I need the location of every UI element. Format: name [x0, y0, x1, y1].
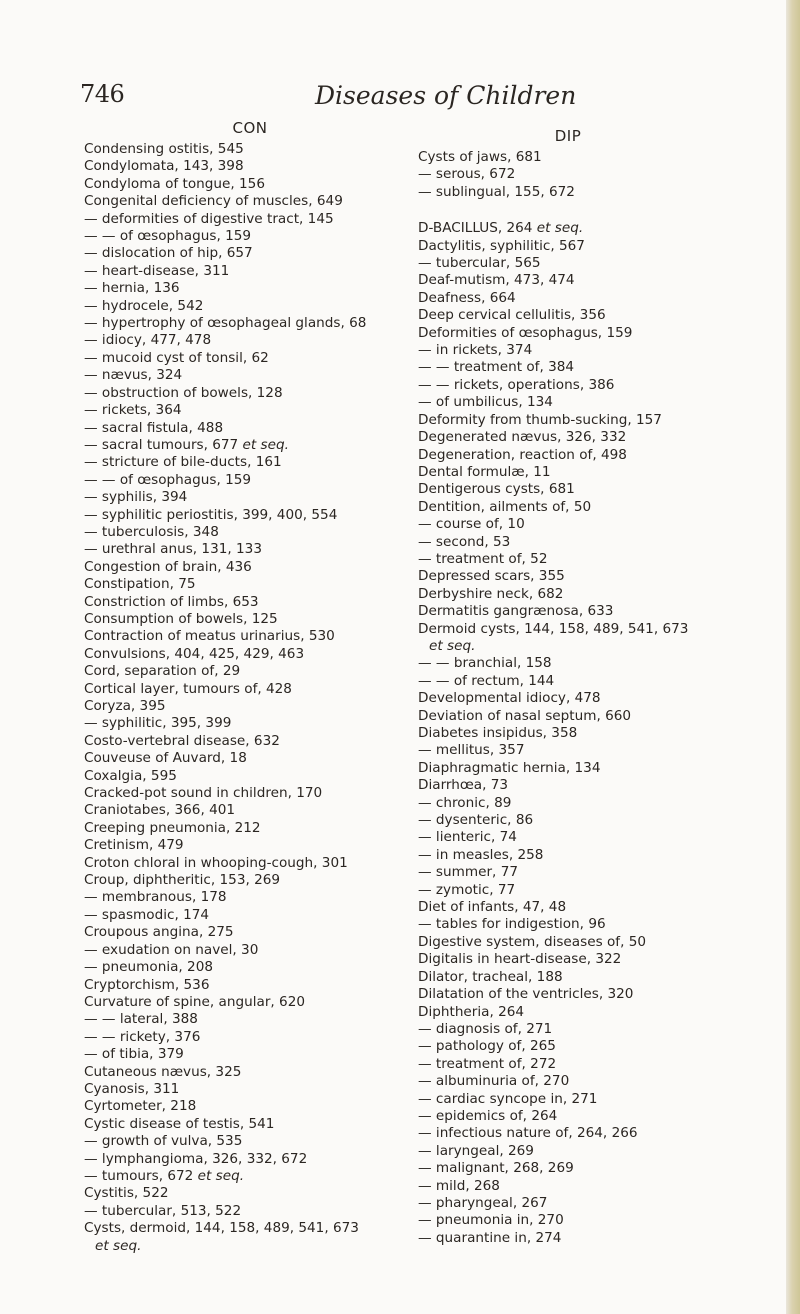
- index-entry: D-BACILLUS, 264 et seq.: [418, 220, 584, 237]
- index-entry: — stricture of bile-ducts, 161: [84, 454, 282, 471]
- index-entry: Constriction of limbs, 653: [84, 593, 259, 610]
- index-entry: Deformity from thumb-sucking, 157: [418, 411, 662, 428]
- index-entry: — second, 53: [418, 533, 511, 550]
- index-entry: Dilator, tracheal, 188: [418, 968, 563, 985]
- index-entry: — syphilitic periostitis, 399, 400, 554: [84, 506, 338, 523]
- index-entry: — — rickety, 376: [84, 1028, 201, 1045]
- index-entry: Constipation, 75: [84, 576, 196, 593]
- index-entry: Cretinism, 479: [84, 837, 184, 854]
- index-entry: Diet of infants, 47, 48: [418, 899, 567, 916]
- index-entry: Deviation of nasal septum, 660: [418, 707, 632, 724]
- index-entry: Degeneration, reaction of, 498: [418, 446, 627, 463]
- index-entry: — sacral fistula, 488: [84, 419, 224, 436]
- index-entry: — membranous, 178: [84, 889, 227, 906]
- index-entry: Cord, separation of, 29: [84, 663, 241, 680]
- index-entry: Croton chloral in whooping-cough, 301: [84, 854, 348, 871]
- index-entry: — quarantine in, 274: [418, 1229, 562, 1246]
- index-entry: — hypertrophy of œsophageal glands, 68: [84, 315, 367, 332]
- index-entry: Deep cervical cellulitis, 356: [418, 307, 606, 324]
- index-entry: — epidemics of, 264: [418, 1107, 558, 1124]
- index-entry: — malignant, 268, 269: [418, 1160, 574, 1177]
- index-entry: Deafness, 664: [418, 289, 516, 306]
- index-entry: Dental formulæ, 11: [418, 463, 551, 480]
- index-entry: — dislocation of hip, 657: [84, 245, 253, 262]
- index-entry: — in rickets, 374: [418, 342, 533, 359]
- index-entry: Dentition, ailments of, 50: [418, 498, 592, 515]
- index-entry: — lymphangioma, 326, 332, 672: [84, 1150, 308, 1167]
- index-entry: — pharyngeal, 267: [418, 1194, 548, 1211]
- index-entry: Deaf-mutism, 473, 474: [418, 272, 575, 289]
- page-edge-shadow: [786, 0, 800, 1314]
- index-entry: Developmental idiocy, 478: [418, 690, 601, 707]
- index-entry: Dactylitis, syphilitic, 567: [418, 237, 585, 254]
- index-entry: Dermatitis gangrænosa, 633: [418, 603, 614, 620]
- index-entry: — lienteric, 74: [418, 829, 517, 846]
- index-entry: — pneumonia in, 270: [418, 1212, 564, 1229]
- index-entry: — infectious nature of, 264, 266: [418, 1125, 638, 1142]
- index-entry: Cyrtometer, 218: [84, 1098, 197, 1115]
- page-number: 746: [80, 80, 125, 108]
- index-entry: Cysts, dermoid, 144, 158, 489, 541, 673: [84, 1220, 359, 1237]
- index-entry: Dilatation of the ventricles, 320: [418, 986, 634, 1003]
- index-entry: — nævus, 324: [84, 367, 183, 384]
- index-column-left: [84, 118, 426, 1255]
- index-entry: Creeping pneumonia, 212: [84, 819, 261, 836]
- index-entry: — — branchial, 158: [418, 655, 552, 672]
- index-entry: Diarrhœa, 73: [418, 777, 509, 794]
- index-entry: — heart-disease, 311: [84, 262, 230, 279]
- index-entry: Depressed scars, 355: [418, 568, 565, 585]
- index-entry: — — treatment of, 384: [418, 359, 575, 376]
- index-entry: — cardiac syncope in, 271: [418, 1090, 598, 1107]
- index-entry: et seq.: [95, 1237, 142, 1254]
- index-entry: — tubercular, 513, 522: [84, 1202, 242, 1219]
- index-entry: — deformities of digestive tract, 145: [84, 210, 334, 227]
- index-entry: — tables for indigestion, 96: [418, 916, 606, 933]
- index-entry: — tuberculosis, 348: [84, 523, 219, 540]
- index-entry: Craniotabes, 366, 401: [84, 802, 236, 819]
- index-entry: — hernia, 136: [84, 280, 180, 297]
- index-entry: — zymotic, 77: [418, 881, 516, 898]
- index-entry: — urethral anus, 131, 133: [84, 541, 262, 558]
- index-entry: Dentigerous cysts, 681: [418, 481, 575, 498]
- index-entry: — pneumonia, 208: [84, 959, 214, 976]
- index-entry: Diabetes insipidus, 358: [418, 725, 578, 741]
- index-entry: — albuminuria of, 270: [418, 1073, 570, 1090]
- index-entry: Diaphragmatic hernia, 134: [418, 759, 601, 776]
- index-entry: — syphilis, 394: [84, 489, 188, 506]
- index-entry: Condyloma of tongue, 156: [84, 175, 265, 192]
- index-entry: — treatment of, 52: [418, 550, 548, 567]
- index-entry: Condylomata, 143, 398: [84, 158, 244, 175]
- index-entry: — — lateral, 388: [84, 1011, 198, 1028]
- index-entry: — — of œsophagus, 159: [84, 471, 252, 488]
- index-entry: — — of rectum, 144: [418, 672, 555, 689]
- index-entry: — hydrocele, 542: [84, 297, 204, 314]
- index-entry: Consumption of bowels, 125: [84, 610, 278, 627]
- index-entry: — of tibia, 379: [84, 1046, 184, 1063]
- guide-word-left: CON: [232, 119, 268, 137]
- index-entry: Croupous angina, 275: [84, 924, 234, 941]
- index-entry: Coxalgia, 595: [84, 767, 177, 784]
- index-entry: Dermoid cysts, 144, 158, 489, 541, 673: [418, 620, 689, 637]
- index-entry: — serous, 672: [418, 166, 516, 183]
- index-entry: — course of, 10: [418, 516, 525, 533]
- index-entry: Cryptorchism, 536: [84, 976, 210, 993]
- index-entry: Derbyshire neck, 682: [418, 585, 564, 602]
- index-entry: — of umbilicus, 134: [418, 394, 553, 411]
- index-entry: Diphtheria, 264: [418, 1003, 525, 1020]
- index-entry: — pathology of, 265: [418, 1038, 556, 1055]
- index-entry: — laryngeal, 269: [418, 1142, 534, 1159]
- guide-word-right: DIP: [554, 127, 582, 145]
- index-entry: Convulsions, 404, 425, 429, 463: [84, 645, 305, 662]
- index-entry: Costo-vertebral disease, 632: [84, 732, 280, 749]
- index-entry: — tubercular, 565: [418, 255, 541, 272]
- index-entry: Cystitis, 522: [84, 1185, 169, 1202]
- index-entry: — growth of vulva, 535: [84, 1133, 243, 1150]
- index-entry: — mellitus, 357: [418, 742, 525, 759]
- index-entry: — idiocy, 477, 478: [84, 332, 212, 349]
- index-entry: Cyanosis, 311: [84, 1080, 180, 1097]
- index-entry: — exudation on navel, 30: [84, 941, 259, 958]
- index-entry: — sublingual, 155, 672: [418, 183, 575, 200]
- index-entry: — rickets, 364: [84, 402, 182, 419]
- index-entry: — dysenteric, 86: [418, 812, 534, 829]
- index-entry: — syphilitic, 395, 399: [84, 715, 232, 732]
- index-entry: Degenerated nævus, 326, 332: [418, 429, 627, 446]
- index-entry: Cysts of jaws, 681: [418, 149, 542, 165]
- index-entry: — in measles, 258: [418, 846, 544, 863]
- index-entry: — treatment of, 272: [418, 1055, 557, 1072]
- running-title: Diseases of Children: [315, 81, 577, 110]
- index-entry: — chronic, 89: [418, 794, 512, 811]
- index-entry: Digestive system, diseases of, 50: [418, 933, 647, 950]
- index-entry: Cystic disease of testis, 541: [84, 1115, 275, 1132]
- index-entries-left: [84, 141, 426, 1255]
- index-entry: — tumours, 672 et seq.: [84, 1167, 245, 1184]
- index-entry: Congenital deficiency of muscles, 649: [84, 193, 343, 210]
- index-entry: — mild, 268: [418, 1177, 500, 1194]
- index-entry: — — rickets, operations, 386: [418, 376, 615, 393]
- index-entry: — summer, 77: [418, 864, 518, 881]
- index-entry: Cortical layer, tumours of, 428: [84, 680, 292, 697]
- index-entry: Croup, diphtheritic, 153, 269: [84, 872, 281, 889]
- index-entry: et seq.: [429, 637, 476, 654]
- index-entry: — diagnosis of, 271: [418, 1020, 553, 1037]
- index-entry: Cracked-pot sound in children, 170: [84, 785, 323, 802]
- index-entry: Digitalis in heart-disease, 322: [418, 951, 622, 968]
- index-entry: Contraction of meatus urinarius, 530: [84, 628, 335, 645]
- index-entry: — mucoid cyst of tonsil, 62: [84, 349, 269, 366]
- index-entry: Deformities of œsophagus, 159: [418, 324, 633, 341]
- index-entry: Coryza, 395: [84, 698, 166, 714]
- index-entry: — — of œsophagus, 159: [84, 228, 252, 245]
- index-entry: Curvature of spine, angular, 620: [84, 993, 305, 1010]
- index-entry: Couveuse of Auvard, 18: [84, 750, 247, 767]
- index-column-right: [418, 118, 778, 1247]
- index-entry: Congestion of brain, 436: [84, 558, 252, 575]
- index-entry: — spasmodic, 174: [84, 906, 210, 923]
- index-entry: — obstruction of bowels, 128: [84, 384, 283, 401]
- index-entry: Cutaneous nævus, 325: [84, 1063, 242, 1080]
- index-entry: — sacral tumours, 677 et seq.: [84, 436, 289, 453]
- index-entries-right: [418, 149, 778, 1247]
- index-entry: Condensing ostitis, 545: [84, 141, 244, 157]
